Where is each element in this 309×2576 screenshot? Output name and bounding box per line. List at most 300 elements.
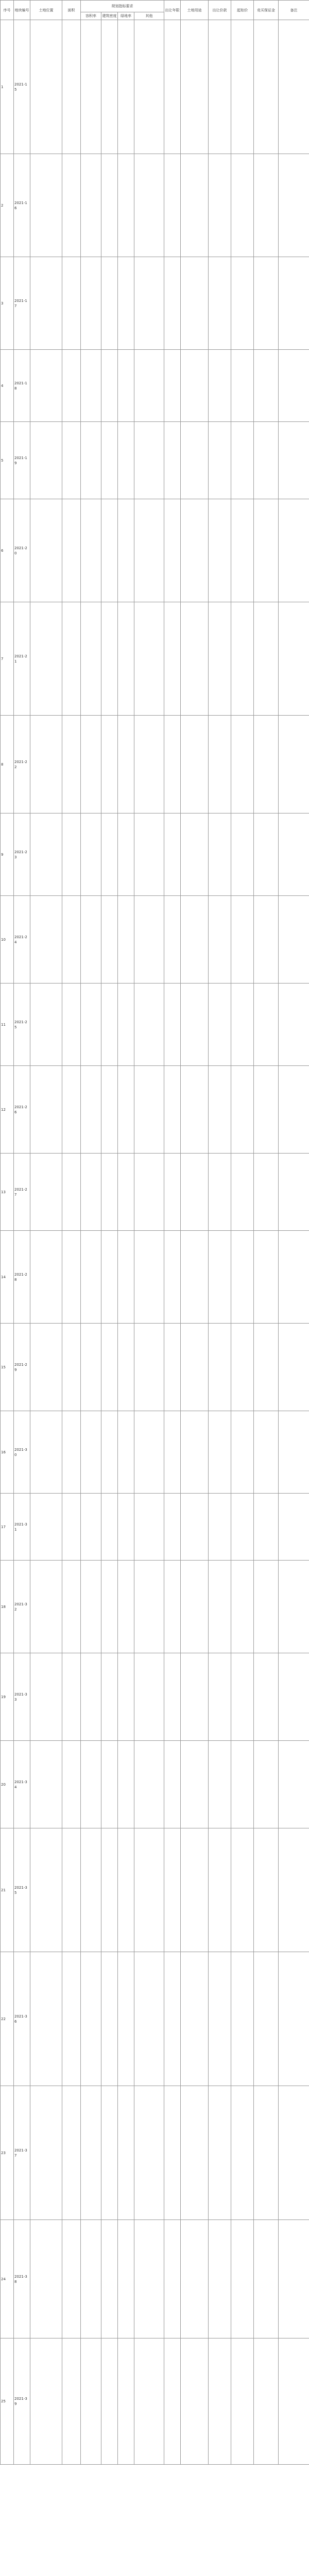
- table-cell: 22: [1, 1952, 14, 2086]
- table-cell: [209, 1154, 231, 1231]
- table-cell: [209, 984, 231, 1066]
- table-cell: [101, 1066, 118, 1154]
- table-cell: [181, 1653, 209, 1741]
- table-cell: [231, 422, 254, 499]
- table-cell: 1: [1, 20, 14, 154]
- table-cell: [81, 1324, 101, 1411]
- table-cell: [30, 1411, 62, 1494]
- table-cell: 2021-20: [14, 499, 30, 602]
- table-cell: [181, 1494, 209, 1561]
- table-cell: [118, 1561, 134, 1653]
- table-cell: [101, 1324, 118, 1411]
- table-cell: 5: [1, 422, 14, 499]
- table-cell: [81, 2220, 101, 2338]
- table-cell: [30, 350, 62, 422]
- table-row: [1, 602, 309, 716]
- table-cell: [62, 1828, 81, 1952]
- table-cell: [209, 499, 231, 602]
- table-cell: [181, 602, 209, 716]
- table-cell: [30, 499, 62, 602]
- table-cell: [254, 422, 279, 499]
- table-cell: [231, 1231, 254, 1324]
- table-row: [1, 257, 309, 350]
- table-cell: [254, 1741, 279, 1828]
- table-cell: 2021-19: [14, 422, 30, 499]
- table-cell: [279, 984, 309, 1066]
- table-cell: [254, 499, 279, 602]
- table-row: [1, 896, 309, 984]
- table-cell: [231, 1154, 254, 1231]
- table-cell: 10: [1, 896, 14, 984]
- table-cell: 2021-37: [14, 2086, 30, 2220]
- table-cell: [81, 1066, 101, 1154]
- table-cell: [62, 1154, 81, 1231]
- table-cell: [279, 1561, 309, 1653]
- table-cell: 2021-33: [14, 1653, 30, 1741]
- table-cell: [81, 257, 101, 350]
- table-cell: [30, 814, 62, 896]
- table-cell: [181, 20, 209, 154]
- table-cell: [81, 1741, 101, 1828]
- table-cell: [101, 499, 118, 602]
- table-cell: [231, 1324, 254, 1411]
- table-cell: [101, 1561, 118, 1653]
- table-row: [1, 1952, 309, 2086]
- table-cell: [231, 1561, 254, 1653]
- table-cell: [254, 1324, 279, 1411]
- table-cell: [209, 896, 231, 984]
- table-cell: [81, 20, 101, 154]
- table-cell: [30, 1066, 62, 1154]
- table-cell: [101, 984, 118, 1066]
- table-cell: [164, 602, 181, 716]
- table-row: [1, 716, 309, 814]
- subheader-cell-green-ratio: 绿地率: [118, 12, 134, 20]
- table-cell: [118, 499, 134, 602]
- table-cell: [134, 2220, 164, 2338]
- table-cell: [62, 2220, 81, 2338]
- table-cell: [279, 2338, 309, 2465]
- table-cell: [279, 2086, 309, 2220]
- table-cell: [62, 1231, 81, 1324]
- table-cell: [81, 814, 101, 896]
- table-row: [1, 1411, 309, 1494]
- table-row: [1, 2086, 309, 2220]
- table-cell: [279, 1952, 309, 2086]
- table-cell: [164, 1741, 181, 1828]
- table-cell: [81, 499, 101, 602]
- table-cell: [134, 602, 164, 716]
- table-cell: [134, 1952, 164, 2086]
- table-cell: [254, 1411, 279, 1494]
- table-cell: [118, 1154, 134, 1231]
- table-cell: [101, 602, 118, 716]
- table-cell: [181, 2220, 209, 2338]
- table-cell: [118, 1828, 134, 1952]
- table-cell: 23: [1, 2086, 14, 2220]
- table-cell: 2021-39: [14, 2338, 30, 2465]
- table-cell: [254, 1653, 279, 1741]
- table-cell: [134, 422, 164, 499]
- table-row: [1, 1653, 309, 1741]
- table-body: [1, 20, 309, 2465]
- table-cell: [254, 2338, 279, 2465]
- table-cell: [62, 1324, 81, 1411]
- table-cell: 2021-25: [14, 984, 30, 1066]
- table-cell: [62, 257, 81, 350]
- table-cell: [164, 814, 181, 896]
- table-cell: [62, 1653, 81, 1741]
- table-cell: [209, 1231, 231, 1324]
- table-cell: [164, 896, 181, 984]
- table-cell: [118, 602, 134, 716]
- table-cell: [279, 896, 309, 984]
- table-cell: [181, 716, 209, 814]
- table-cell: [209, 2220, 231, 2338]
- table-cell: 2021-17: [14, 257, 30, 350]
- header-cell-parcel-id: 地块编号: [14, 1, 30, 20]
- table-cell: [231, 602, 254, 716]
- table-cell: [134, 814, 164, 896]
- table-cell: [30, 2338, 62, 2465]
- table-cell: [81, 1231, 101, 1324]
- table-cell: [30, 1561, 62, 1653]
- table-cell: [164, 1952, 181, 2086]
- table-cell: [164, 2338, 181, 2465]
- table-cell: [209, 154, 231, 257]
- header-cell-price: 出让价款: [209, 1, 231, 20]
- table-row: [1, 1324, 309, 1411]
- table-cell: [118, 1741, 134, 1828]
- table-cell: [254, 1231, 279, 1324]
- table-cell: [30, 716, 62, 814]
- table-cell: [254, 1066, 279, 1154]
- table-cell: [118, 1411, 134, 1494]
- subheader-cell-other: 其他: [134, 12, 164, 20]
- table-cell: [81, 1494, 101, 1561]
- header-cell-start-price: 起始价: [231, 1, 254, 20]
- table-cell: [101, 1741, 118, 1828]
- table-cell: 21: [1, 1828, 14, 1952]
- table-cell: [62, 984, 81, 1066]
- subheader-cell-plot-ratio: 容积率: [81, 12, 101, 20]
- table-row: [1, 814, 309, 896]
- table-cell: 2021-32: [14, 1561, 30, 1653]
- table-cell: [181, 1411, 209, 1494]
- table-cell: [30, 2220, 62, 2338]
- table-cell: [254, 602, 279, 716]
- table-cell: [134, 2086, 164, 2220]
- table-row: [1, 422, 309, 499]
- table-cell: [181, 1828, 209, 1952]
- table-cell: [118, 814, 134, 896]
- table-cell: [101, 716, 118, 814]
- table-cell: [62, 20, 81, 154]
- table-cell: [279, 1231, 309, 1324]
- table-cell: [81, 1653, 101, 1741]
- table-cell: [279, 1741, 309, 1828]
- table-cell: [181, 1952, 209, 2086]
- table-cell: [81, 896, 101, 984]
- table-cell: [209, 814, 231, 896]
- table-cell: [231, 814, 254, 896]
- table-cell: [30, 2086, 62, 2220]
- table-cell: [62, 422, 81, 499]
- table-cell: [181, 1324, 209, 1411]
- table-cell: 17: [1, 1494, 14, 1561]
- header-cell-serial: 序号: [1, 1, 14, 20]
- table-cell: [81, 1154, 101, 1231]
- table-row: [1, 984, 309, 1066]
- table-cell: [118, 2338, 134, 2465]
- table-cell: [181, 257, 209, 350]
- table-cell: [62, 1494, 81, 1561]
- header-cell-land-use: 土地用途: [181, 1, 209, 20]
- table-cell: [62, 2086, 81, 2220]
- table-cell: [30, 602, 62, 716]
- table-cell: [164, 984, 181, 1066]
- header-cell-location: 土地位置: [30, 1, 62, 20]
- table-cell: [62, 499, 81, 602]
- table-cell: [81, 2086, 101, 2220]
- header-cell-remarks: 备注: [279, 1, 309, 20]
- table-cell: 18: [1, 1561, 14, 1653]
- table-cell: [279, 422, 309, 499]
- table-cell: [62, 1561, 81, 1653]
- table-cell: [30, 1324, 62, 1411]
- table-cell: [81, 154, 101, 257]
- table-cell: [209, 1828, 231, 1952]
- table-cell: [118, 154, 134, 257]
- table-cell: [164, 422, 181, 499]
- table-cell: 2021-36: [14, 1952, 30, 2086]
- table-cell: [134, 1411, 164, 1494]
- table-cell: [279, 1494, 309, 1561]
- table-cell: [209, 350, 231, 422]
- table-cell: [209, 1741, 231, 1828]
- table-cell: [279, 20, 309, 154]
- table-cell: [254, 1828, 279, 1952]
- table-cell: [254, 1561, 279, 1653]
- table-cell: 2021-30: [14, 1411, 30, 1494]
- table-cell: [209, 2086, 231, 2220]
- table-cell: [254, 984, 279, 1066]
- table-cell: [209, 716, 231, 814]
- table-cell: [30, 1828, 62, 1952]
- table-cell: [134, 499, 164, 602]
- table-row: [1, 499, 309, 602]
- table-row: [1, 154, 309, 257]
- table-cell: [101, 2086, 118, 2220]
- table-cell: [181, 1231, 209, 1324]
- table-cell: 2: [1, 154, 14, 257]
- table-cell: [279, 154, 309, 257]
- table-cell: [209, 1411, 231, 1494]
- table-row: [1, 1066, 309, 1154]
- table-cell: [209, 1324, 231, 1411]
- table-cell: [118, 716, 134, 814]
- table-cell: 2021-21: [14, 602, 30, 716]
- table-cell: [209, 1653, 231, 1741]
- table-cell: [134, 257, 164, 350]
- table-cell: [81, 1411, 101, 1494]
- table-cell: [164, 499, 181, 602]
- table-cell: [62, 1952, 81, 2086]
- table-cell: [62, 602, 81, 716]
- table-cell: [279, 1653, 309, 1741]
- table-cell: [231, 1494, 254, 1561]
- table-cell: 2021-24: [14, 896, 30, 984]
- table-cell: [101, 1494, 118, 1561]
- table-cell: [209, 422, 231, 499]
- table-cell: [134, 1324, 164, 1411]
- header-cell-term: 出让年限: [164, 1, 181, 20]
- table-cell: [181, 2086, 209, 2220]
- table-cell: [30, 20, 62, 154]
- table-cell: [62, 154, 81, 257]
- table-cell: [279, 602, 309, 716]
- table-cell: [209, 257, 231, 350]
- table-cell: 9: [1, 814, 14, 896]
- table-cell: 8: [1, 716, 14, 814]
- table-cell: [81, 716, 101, 814]
- table-cell: [118, 20, 134, 154]
- table-cell: [181, 2338, 209, 2465]
- table-cell: [30, 257, 62, 350]
- table-cell: [134, 1231, 164, 1324]
- table-cell: [181, 499, 209, 602]
- table-row: [1, 350, 309, 422]
- table-cell: [164, 1494, 181, 1561]
- table-cell: [279, 1828, 309, 1952]
- table-cell: [164, 257, 181, 350]
- table-cell: [209, 1494, 231, 1561]
- table-cell: [101, 1828, 118, 1952]
- table-cell: 12: [1, 1066, 14, 1154]
- table-cell: 24: [1, 2220, 14, 2338]
- table-cell: [209, 1952, 231, 2086]
- table-cell: [231, 1653, 254, 1741]
- table-cell: 2021-16: [14, 154, 30, 257]
- table-cell: [62, 896, 81, 984]
- table-row: [1, 1561, 309, 1653]
- table-cell: 2021-22: [14, 716, 30, 814]
- table-cell: [118, 1494, 134, 1561]
- table-cell: [164, 1066, 181, 1154]
- table-cell: [118, 1231, 134, 1324]
- table-row: [1, 1828, 309, 1952]
- table-cell: [231, 2338, 254, 2465]
- table-cell: [81, 1561, 101, 1653]
- table-cell: [231, 154, 254, 257]
- table-cell: [231, 257, 254, 350]
- table-cell: [134, 1154, 164, 1231]
- table-cell: [81, 1952, 101, 2086]
- table-cell: [254, 1154, 279, 1231]
- table-cell: [164, 2086, 181, 2220]
- table-cell: [30, 1154, 62, 1231]
- header-cell-area: 面积: [62, 1, 81, 20]
- table-cell: [181, 154, 209, 257]
- table-cell: [101, 154, 118, 257]
- table-cell: [62, 1411, 81, 1494]
- table-cell: [164, 1324, 181, 1411]
- table-cell: [181, 896, 209, 984]
- table-cell: [81, 350, 101, 422]
- table-cell: [254, 257, 279, 350]
- table-cell: 2021-38: [14, 2220, 30, 2338]
- table-cell: [101, 350, 118, 422]
- table-cell: [118, 1653, 134, 1741]
- table-cell: [231, 20, 254, 154]
- table-cell: 2021-15: [14, 20, 30, 154]
- table-cell: [118, 422, 134, 499]
- table-cell: [231, 350, 254, 422]
- table-cell: 15: [1, 1324, 14, 1411]
- table-cell: 13: [1, 1154, 14, 1231]
- table-cell: [181, 814, 209, 896]
- table-row: [1, 20, 309, 154]
- table-cell: [231, 1828, 254, 1952]
- table-cell: [134, 154, 164, 257]
- table-cell: [134, 716, 164, 814]
- table-cell: 2021-31: [14, 1494, 30, 1561]
- table-cell: [231, 716, 254, 814]
- table-cell: [134, 2338, 164, 2465]
- table-cell: [101, 1154, 118, 1231]
- table-cell: [30, 154, 62, 257]
- table-cell: [164, 2220, 181, 2338]
- table-cell: [62, 1066, 81, 1154]
- table-cell: [254, 1494, 279, 1561]
- table-cell: [62, 350, 81, 422]
- table-cell: [164, 1653, 181, 1741]
- table-cell: [62, 814, 81, 896]
- table-cell: [181, 984, 209, 1066]
- table-cell: 7: [1, 602, 14, 716]
- table-cell: [279, 350, 309, 422]
- table-cell: [134, 1561, 164, 1653]
- table-cell: [134, 1741, 164, 1828]
- table-cell: [101, 2220, 118, 2338]
- table-cell: [134, 1494, 164, 1561]
- table-cell: [118, 896, 134, 984]
- table-cell: [118, 1324, 134, 1411]
- table-cell: [181, 1561, 209, 1653]
- table-cell: [231, 2086, 254, 2220]
- table-cell: [101, 1952, 118, 2086]
- table-cell: [62, 2338, 81, 2465]
- table-cell: [254, 814, 279, 896]
- table-cell: [30, 1653, 62, 1741]
- table-cell: [279, 1411, 309, 1494]
- table-cell: [164, 154, 181, 257]
- table-cell: [279, 814, 309, 896]
- table-cell: [231, 499, 254, 602]
- table-cell: [254, 1952, 279, 2086]
- table-cell: 2021-28: [14, 1231, 30, 1324]
- table-cell: 4: [1, 350, 14, 422]
- table-cell: [209, 20, 231, 154]
- table-cell: [181, 422, 209, 499]
- table-cell: [181, 1741, 209, 1828]
- table-row: [1, 2220, 309, 2338]
- table-cell: [231, 1741, 254, 1828]
- table-cell: [254, 350, 279, 422]
- table-cell: [101, 1231, 118, 1324]
- table-cell: [134, 1828, 164, 1952]
- table-cell: 2021-29: [14, 1324, 30, 1411]
